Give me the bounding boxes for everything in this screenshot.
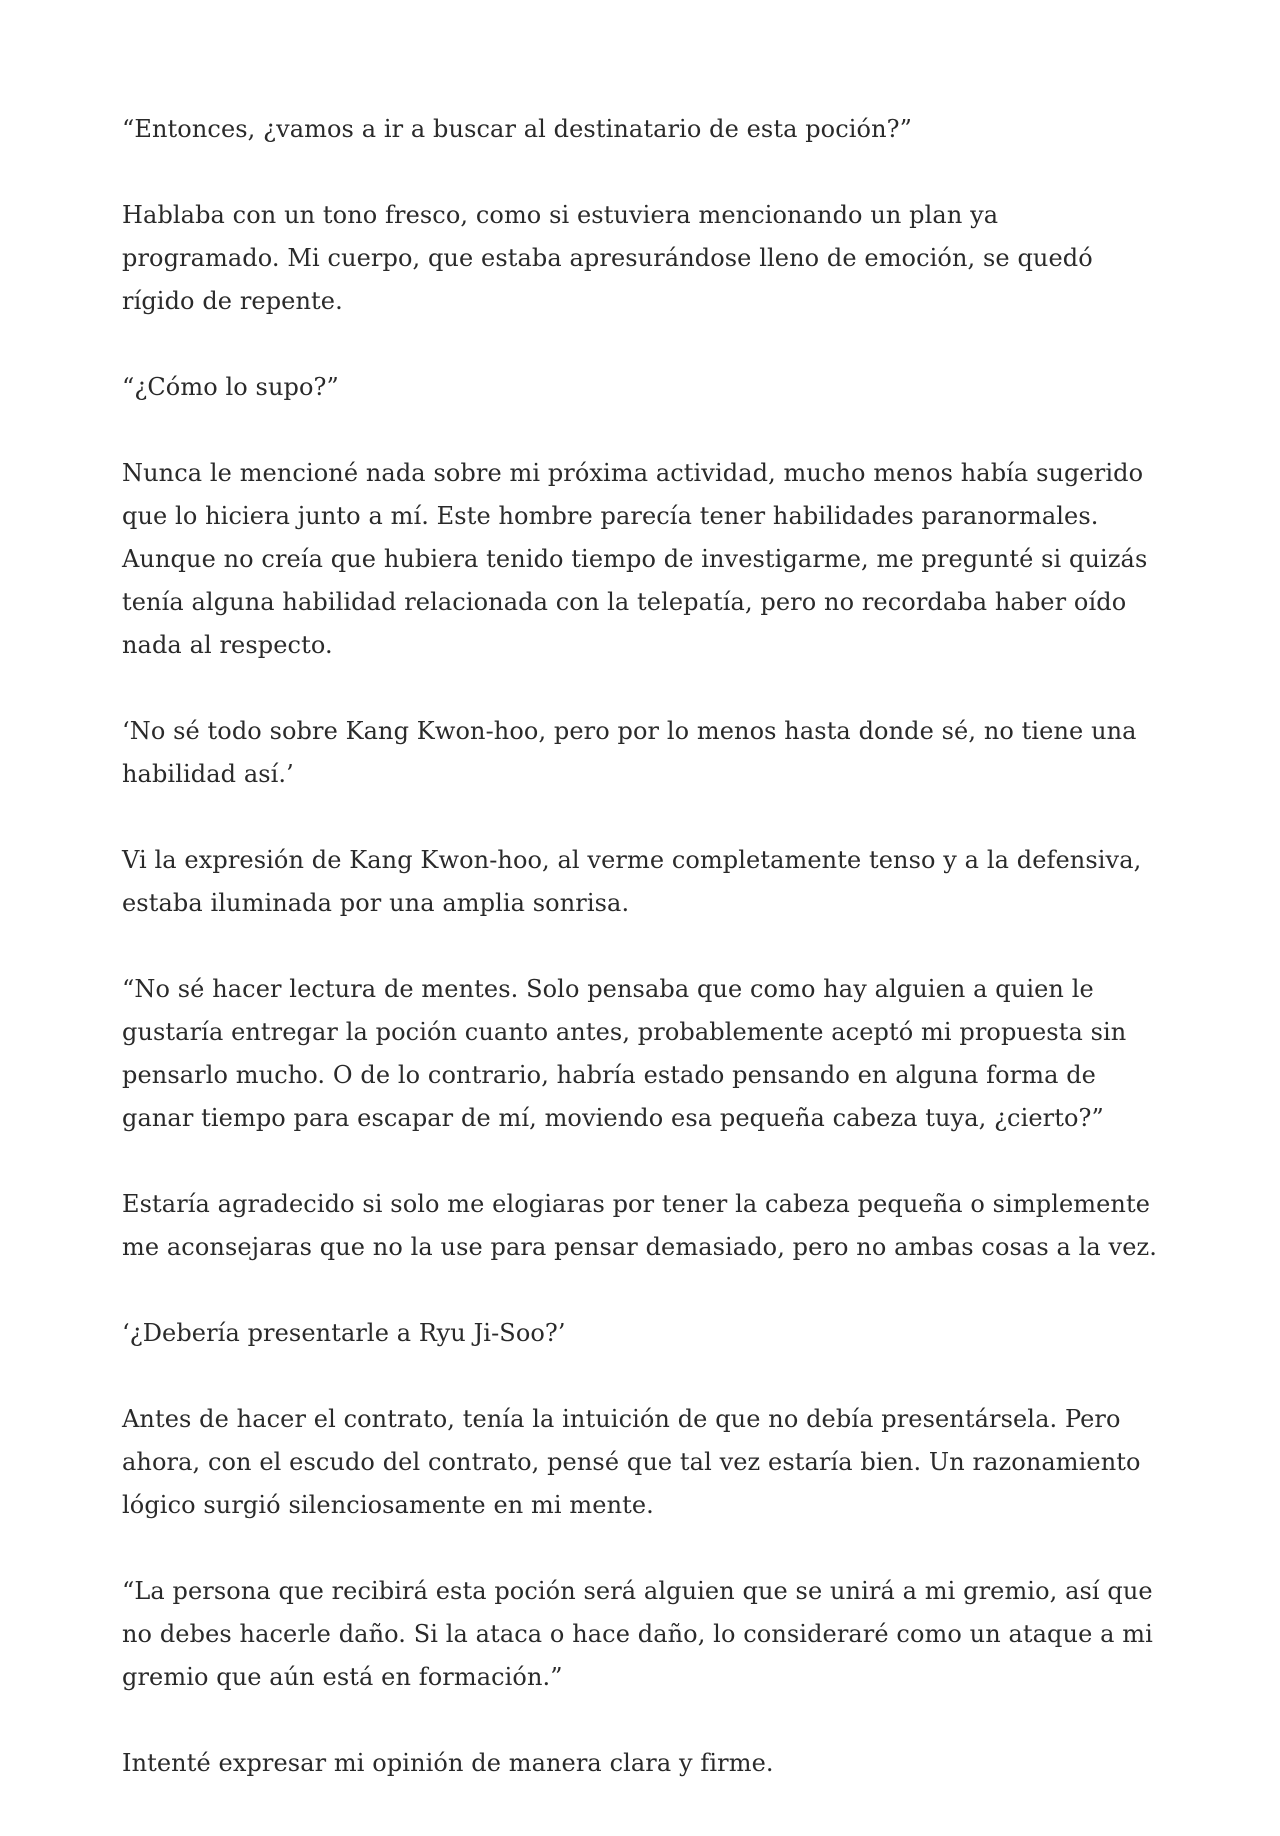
paragraph: Antes de hacer el contrato, tenía la intuición de que no debía presentársela. Pero ahora, con el escudo del contrato, pensé que tal vez estaría bien. Un razonamiento lógico surgió silenciosamente en mi mente. — [122, 1405, 1141, 1519]
paragraph: “Entonces, ¿vamos a ir a buscar al destinatario de esta poción?” — [122, 115, 912, 143]
document-body — [122, 108, 1162, 1828]
paragraph: “La persona que recibirá esta poción será alguien que se unirá a mi gremio, así que no debes hacerle daño. Si la ataca o hace daño, lo consideraré como un ataque a mi gremio que aún está en formación.” — [122, 1577, 1153, 1691]
paragraph: Nunca le mencioné nada sobre mi próxima actividad, mucho menos había sugerido que lo hiciera junto a mí. Este hombre parecía tener habilidades paranormales. Aunque no creía que hubiera tenido tiempo de investigarme, me pregunté si quizás tenía alguna habilidad relacionada con la telepatía, pero no recordaba haber oído nada al respecto. — [122, 459, 1148, 659]
paragraph: ‘No sé todo sobre Kang Kwon-hoo, pero por lo menos hasta donde sé, no tiene una habilidad así.’ — [122, 717, 1137, 788]
paragraph: “No sé hacer lectura de mentes. Solo pensaba que como hay alguien a quien le gustaría entregar la poción cuanto antes, probablemente aceptó mi propuesta sin pensarlo mucho. O de lo contrario, habría estado pensando en alguna forma de ganar tiempo para escapar de mí, moviendo esa pequeña cabeza tuya, ¿cierto?” — [122, 975, 1127, 1132]
paragraph: Vi la expresión de Kang Kwon-hoo, al verme completamente tenso y a la defensiva, estaba iluminada por una amplia sonrisa. — [122, 846, 1142, 917]
paragraph: Estaría agradecido si solo me elogiaras por tener la cabeza pequeña o simplemente me aconsejaras que no la use para pensar demasiado, pero no ambas cosas a la vez. — [122, 1190, 1157, 1261]
paragraph: ‘¿Debería presentarle a Ryu Ji-Soo?’ — [122, 1319, 566, 1347]
paragraph: “¿Cómo lo supo?” — [122, 373, 339, 401]
paragraph: Hablaba con un tono fresco, como si estuviera mencionando un plan ya programado. Mi cuerpo, que estaba apresurándose lleno de emoción, se quedó rígido de repente. — [122, 201, 1093, 315]
paragraph: Intenté expresar mi opinión de manera clara y firme. — [122, 1749, 774, 1777]
